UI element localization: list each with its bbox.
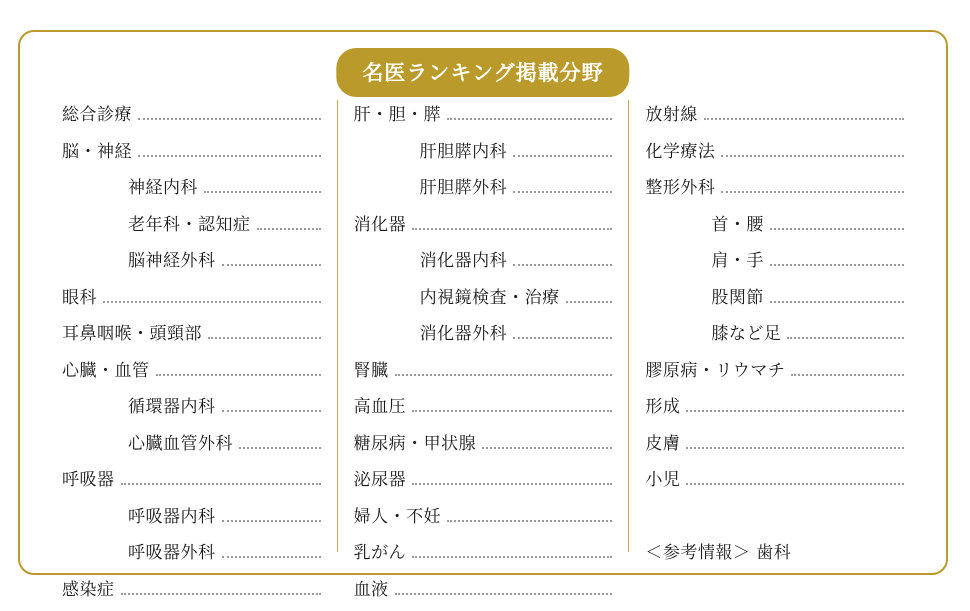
field-row — [645, 283, 904, 320]
field-row — [62, 246, 321, 283]
field-row — [645, 319, 904, 356]
field-row — [354, 319, 613, 356]
leader-dots — [513, 190, 612, 193]
field-label: 呼吸器 — [62, 465, 115, 490]
field-row — [62, 210, 321, 247]
leader-dots — [447, 117, 612, 120]
field-row — [62, 356, 321, 393]
field-label: 脳神経外科 — [62, 246, 216, 271]
leader-dots — [138, 154, 321, 157]
field-row — [645, 100, 904, 137]
field-row — [62, 538, 321, 575]
leader-dots — [204, 190, 321, 193]
field-label: 内視鏡検査・治療 — [354, 283, 560, 308]
leader-dots — [138, 117, 321, 120]
leader-dots — [395, 592, 613, 595]
ranking-fields-panel — [18, 30, 948, 575]
field-label: 膠原病・リウマチ — [645, 356, 785, 381]
field-label: 呼吸器外科 — [62, 538, 216, 563]
field-row — [354, 356, 613, 393]
field-row — [354, 246, 613, 283]
page-title: 名医ランキング掲載分野 — [336, 48, 629, 97]
field-row — [354, 173, 613, 210]
field-label: ＜参考情報＞ 歯科 — [645, 538, 791, 563]
leader-dots — [721, 190, 904, 193]
leader-dots — [257, 227, 321, 230]
field-row — [645, 465, 904, 502]
field-row — [62, 392, 321, 429]
leader-dots — [770, 263, 904, 266]
field-row — [354, 538, 613, 575]
field-row — [62, 283, 321, 320]
leader-dots — [222, 263, 321, 266]
field-row — [62, 173, 321, 210]
leader-dots — [412, 482, 612, 485]
field-label: 形成 — [645, 392, 680, 417]
field-label: 高血圧 — [354, 392, 407, 417]
field-label: 肝・胆・膵 — [354, 100, 442, 125]
field-label: 股関節 — [645, 283, 764, 308]
field-label: 消化器 — [354, 210, 407, 235]
leader-dots — [121, 592, 321, 595]
field-label: 呼吸器内科 — [62, 502, 216, 527]
field-label: 神経内科 — [62, 173, 198, 198]
field-label: 腎臓 — [354, 356, 389, 381]
field-label: 感染症 — [62, 575, 115, 600]
field-label: 循環器内科 — [62, 392, 216, 417]
column-1 — [46, 100, 337, 552]
field-row — [354, 283, 613, 320]
leader-dots — [222, 519, 321, 522]
field-label: 婦人・不妊 — [354, 502, 442, 527]
field-row — [354, 429, 613, 466]
field-row — [645, 246, 904, 283]
leader-dots — [239, 446, 321, 449]
field-label: 肝胆膵外科 — [354, 173, 508, 198]
field-row — [645, 538, 904, 575]
spacer-row — [645, 575, 904, 611]
leader-dots — [704, 117, 904, 120]
leader-dots — [686, 409, 904, 412]
field-row — [62, 575, 321, 611]
field-label: 脳・神経 — [62, 137, 132, 162]
field-label: 消化器内科 — [354, 246, 508, 271]
field-label: 皮膚 — [645, 429, 680, 454]
leader-dots — [412, 409, 612, 412]
field-row — [354, 465, 613, 502]
field-label: 老年科・認知症 — [62, 210, 251, 235]
leader-dots — [686, 482, 904, 485]
field-row — [645, 392, 904, 429]
field-label: 糖尿病・甲状腺 — [354, 429, 477, 454]
field-label: 乳がん — [354, 538, 407, 563]
field-label: 総合診療 — [62, 100, 132, 125]
leader-dots — [513, 154, 612, 157]
field-label: 首・腰 — [645, 210, 764, 235]
field-label: 消化器外科 — [354, 319, 508, 344]
field-row — [354, 575, 613, 611]
field-row — [645, 210, 904, 247]
field-row — [354, 502, 613, 539]
leader-dots — [222, 555, 321, 558]
field-label: 肩・手 — [645, 246, 764, 271]
field-row — [354, 210, 613, 247]
field-row — [645, 356, 904, 393]
field-row — [354, 100, 613, 137]
field-row — [62, 319, 321, 356]
leader-dots — [770, 300, 904, 303]
leader-dots — [513, 263, 612, 266]
leader-dots — [791, 373, 904, 376]
field-row — [354, 392, 613, 429]
column-3 — [629, 100, 920, 552]
field-label: 小児 — [645, 465, 680, 490]
leader-dots — [395, 373, 613, 376]
fields-columns — [20, 82, 946, 562]
field-row — [62, 137, 321, 174]
field-label: 膝など足 — [645, 319, 781, 344]
field-row — [645, 137, 904, 174]
leader-dots — [686, 446, 904, 449]
leader-dots — [513, 336, 612, 339]
leader-dots — [121, 482, 321, 485]
leader-dots — [156, 373, 321, 376]
leader-dots — [412, 227, 612, 230]
field-label: 眼科 — [62, 283, 97, 308]
leader-dots — [566, 300, 613, 303]
field-label: 整形外科 — [645, 173, 715, 198]
field-label: 心臓・血管 — [62, 356, 150, 381]
leader-dots — [208, 336, 321, 339]
field-label: 泌尿器 — [354, 465, 407, 490]
field-row — [62, 502, 321, 539]
leader-dots — [787, 336, 904, 339]
field-row — [645, 429, 904, 466]
spacer-row — [645, 502, 904, 539]
field-row — [645, 173, 904, 210]
field-row — [62, 429, 321, 466]
leader-dots — [482, 446, 612, 449]
leader-dots — [222, 409, 321, 412]
field-row — [62, 465, 321, 502]
field-label: 耳鼻咽喉・頭頸部 — [62, 319, 202, 344]
column-2 — [337, 100, 630, 552]
leader-dots — [721, 154, 904, 157]
leader-dots — [447, 519, 612, 522]
field-label: 放射線 — [645, 100, 698, 125]
field-row — [354, 137, 613, 174]
field-label: 肝胆膵内科 — [354, 137, 508, 162]
leader-dots — [103, 300, 321, 303]
leader-dots — [770, 227, 904, 230]
field-row — [62, 100, 321, 137]
field-label: 化学療法 — [645, 137, 715, 162]
field-label: 心臓血管外科 — [62, 429, 233, 454]
field-label: 血液 — [354, 575, 389, 600]
leader-dots — [412, 555, 612, 558]
